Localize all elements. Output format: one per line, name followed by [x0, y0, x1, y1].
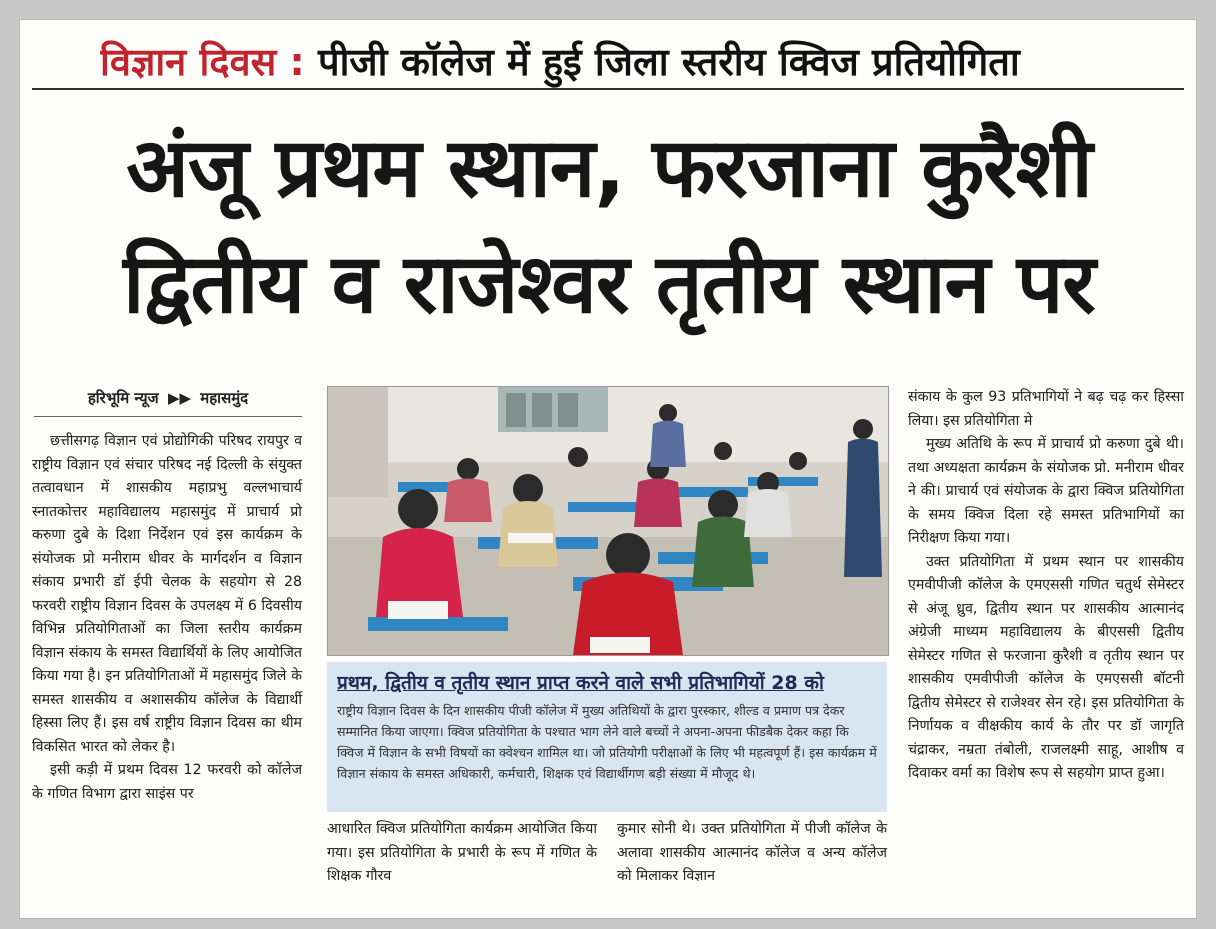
column-1: [32, 430, 302, 806]
byline-rule: [34, 416, 302, 417]
column-3-text: कुमार सोनी थे। उक्त प्रतियोगिता में पीजी कॉलेज के अलावा शासकीय आत्मानंद कॉलेज व अन्य कॉलेज को मिलाकर विज्ञान: [617, 821, 887, 884]
headline-line-1: अंजू प्रथम स्थान, फरजाना कुरैशी: [126, 121, 1092, 216]
fast-forward-icon: ▶▶: [167, 389, 192, 407]
column-1-para-1: छत्तीसगढ़ विज्ञान एवं प्रोद्योगिकी परिषद रायपुर व राष्ट्रीय विज्ञान एवं संचार परिषद नई दिल्ली के संयुक्त तत्वावधान में शासकीय महाप्रभु वल्लभाचार्य स्नातकोत्तर महाविद्यालय महासमुंद में प्राचार्य प्रो करुणा दुबे के दिशा निर्देशन एवं इस कार्यक्रम के संयोजक प्रो मनीराम धीवर के मार्गदर्शन व विज्ञान संकाय प्रभारी डॉ ईपी चेलक के सहयोग से 28 फरवरी राष्ट्रीय विज्ञान दिवस के उपलक्ष्य में 6 दिवसीय विभिन्न प्रतियोगिताओं का जिला स्तरीय कार्यक्रम विज्ञान संकाय के समस्त विद्यार्थियों के लिए आयोजित किया गया है। इन प्रतियोगिताओं में महासमुंद जिले के समस्त शासकीय व अशासकीय कॉलेज के विद्यार्थी हिस्सा लिए हैं। इस वर्ष राष्ट्रीय विज्ञान दिवस का थीम विकसित भारत को लेकर है।: [32, 433, 302, 755]
column-4-para-1: संकाय के कुल 93 प्रतिभागियों ने बढ़ चढ़ कर हिस्सा लिया। इस प्रतियोगिता मे: [908, 389, 1184, 429]
caption-text: राष्ट्रीय विज्ञान दिवस के दिन शासकीय पीजी कॉलेज में मुख्य अतिथियों के द्वारा पुरस्कार, शील्ड व प्रमाण पत्र देकर सम्मानित किया जाएगा। क्विज प्रतियोगिता के पश्चात भाग लेने वाले बच्चों ने अपना-अपना फीडबैक देकर कहा कि क्विज में विज्ञान के सभी विषयों का क्वेश्चन शामिल था। जो प्रतियोगी परीक्षाओं के लिए भी महत्वपूर्ण हैं। इस कार्यक्रम में विज्ञान संकाय के समस्त अधिकारी, कर्मचारी, शिक्षक एवं विद्यार्थीगण बड़ी संख्या में मौजूद थे।: [337, 703, 877, 781]
column-2: [327, 818, 597, 889]
column-4: [908, 386, 1184, 786]
column-2-text: आधारित क्विज प्रतियोगिता कार्यक्रम आयोजित किया गया। इस प्रतियोगिता के प्रभारी के रूप में गणित के शिक्षक गौरव: [327, 821, 597, 884]
photo-caption-box: [327, 662, 887, 812]
newspaper-clipping: [20, 20, 1196, 918]
byline-place: महासमुंद: [200, 389, 249, 407]
kicker-line: [100, 36, 1120, 88]
headline-line-2: द्वितीय व राजेश्वर तृतीय स्थान पर: [123, 237, 1095, 332]
kicker-rule: [32, 88, 1184, 90]
column-3: [617, 818, 887, 889]
column-4-para-3: उक्त प्रतियोगिता में प्रथम स्थान पर शासकीय एमवीपीजी कॉलेज के एमएससी गणित चतुर्थ सेमेस्टर से अंजू ध्रुव, द्वितीय स्थान पर शासकीय आत्मानंद अंग्रेजी माध्यम महाविद्यालय के बीएससी द्वितीय सेमेस्टर गणित से फरजाना कुरैशी व तृतीय स्थान पर शासकीय एमवीपीजी कॉलेज के एमएससी बॉटनी द्वितीय सेमेस्टर से राजेश्वर सेन रहे। इस प्रतियोगिता के निर्णायक व वीक्षकीय कार्य के तौर पर डॉ जागृति चंद्राकर, नम्रता तंबोली, राजलक्ष्मी साहू, आशीष व दिवाकर वर्मा का विशेष रूप से सहयोग प्राप्त हुआ।: [908, 553, 1184, 781]
byline: [34, 388, 302, 408]
byline-source: हरिभूमि न्यूज: [87, 389, 159, 407]
classroom-quiz-photo: [327, 386, 889, 656]
caption-title: प्रथम, द्वितीय व तृतीय स्थान प्राप्त करने वाले सभी प्रतिभागियों 28 को: [337, 672, 824, 694]
kicker-title: पीजी कॉलेज में हुई जिला स्तरीय क्विज प्रतियोगिता: [318, 40, 1020, 84]
kicker-topic: विज्ञान दिवस :: [100, 40, 305, 84]
column-4-para-2: मुख्य अतिथि के रूप में प्राचार्य प्रो करुणा दुबे थी। तथा अध्यक्षता कार्यक्रम के संयोजक प्रो. मनीराम धीवर ने की। प्राचार्य एवं संयोजक के द्वारा क्विज प्रतियोगिता के समय क्विज दिला रहे समस्त प्रतिभागियों का निरीक्षण किया गया।: [908, 436, 1184, 546]
column-1-para-2: इसी कड़ी में प्रथम दिवस 12 फरवरी को कॉलेज के गणित विभाग द्वारा साइंस पर: [32, 762, 302, 802]
